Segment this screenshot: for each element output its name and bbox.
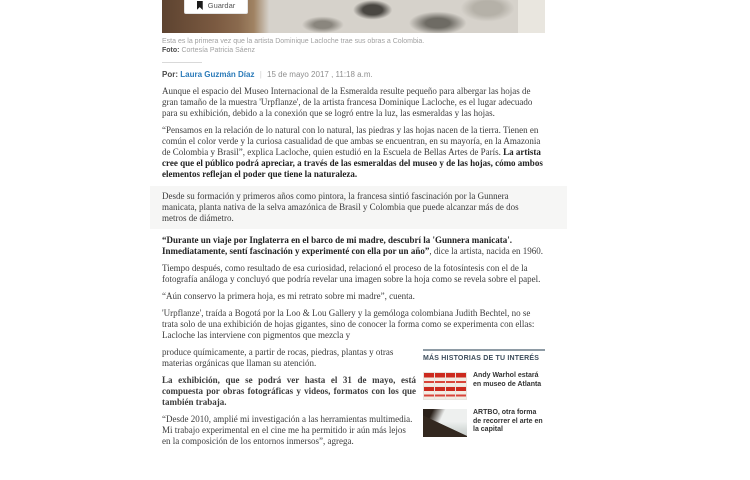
- paragraph-7a: 'Urpflanze', traída a Bogotá por la Loo & Lou Gallery y la gemóloga colombiana Judith Bechtel, no se trata solo de una exhibición de hojas gigantes, sino de conocer la forma como se experimenta con ellas: Lacloche las interviene con pigmentos que mezcla y: [162, 308, 535, 340]
- paragraph-9: “Desde 2010, amplié mi investigación a las herramientas multimedia. Mi trabajo experimental en el cine me ha permitido ir aún más lejos en la composición de los entornos inmersos”, agrega.: [162, 414, 413, 446]
- soup-can-icon: [456, 373, 466, 386]
- publish-date: 15 de mayo 2017 , 11:18 a.m.: [267, 70, 373, 79]
- paragraph-5: Tiempo después, como resultado de esa curiosidad, relacionó el proceso de la fotosíntesis con el de la fotografía análoga y concluyó que podría revelar una imagen sobre la hoja como se revela sobre el papel.: [162, 263, 541, 284]
- paragraph-4: [162, 235, 545, 257]
- byline-prefix: Por:: [162, 70, 178, 79]
- paragraph-1: Aunque el espacio del Museo Internacional de la Esmeralda resulte pequeño para albergar las hojas de gran tamaño de la muestra 'Urpflanze', de la artista francesa Dominique Lacloche, es el lugar adecuado para su exhibición, debido a la conexión que se logró entre la luz, las esmeraldas y las hojas.: [162, 86, 533, 118]
- related-stories-title: MÁS HISTORIAS DE TU INTERÉS: [423, 355, 540, 362]
- divider: [162, 62, 202, 63]
- related-stories-module: [423, 349, 545, 437]
- bottom-row: [162, 341, 545, 447]
- photo-credit-label: Foto:: [162, 47, 180, 54]
- paragraph-2-normal: “Pensamos en la relación de lo natural con lo natural, las piedras y las hojas nacen de la tierra. Tienen en común el color verde y la curiosa casualidad de que ambas se encuentran, en su mayoría, en la Amazonia de Colombia y Brasil”, explica Lacloche, quien estudió en la Escuela de Bellas Artes de París.: [162, 125, 541, 157]
- narrow-text-column: [162, 341, 416, 447]
- article-column: [162, 0, 545, 447]
- soup-can-icon: [435, 387, 445, 400]
- bookmark-icon: [197, 1, 203, 10]
- paragraph-8-bold: La exhibición, que se podrá ver hasta el 31 de mayo, está compuesta por obras fotográficas y videos, formatos con los que también trabaja.: [162, 375, 416, 407]
- paragraph-6: “Aún conservo la primera hoja, es mi retrato sobre mi madre”, cuenta.: [162, 291, 415, 301]
- hero-image: [162, 0, 545, 33]
- article-body: [162, 86, 545, 447]
- artbo-thumbnail-image[interactable]: [423, 409, 467, 437]
- author-link[interactable]: Laura Guzmán Díaz: [180, 70, 255, 79]
- paragraph-4-bold: “Durante un viaje por Inglaterra en el barco de mi madre, descubrí la 'Gunnera manicata'. Inmediatamente, sentí fascinación y experimenté con ella por un año”: [162, 235, 512, 256]
- photo-caption: Esta es la primera vez que la artista Dominique Lacloche trae sus obras a Colombia.: [162, 38, 425, 45]
- save-button[interactable]: [184, 0, 248, 14]
- soup-can-icon: [456, 387, 466, 400]
- paragraph-4-normal: , dice la artista, nacida en 1960.: [429, 246, 544, 256]
- soup-can-icon: [424, 387, 434, 400]
- paragraph-3-highlight: Desde su formación y primeros años como pintora, la francesa sintió fascinación por la Gunnera manicata, planta nativa de la selva amazónica de Brasil y Colombia que puede alcanzar más de dos metros de diámetro.: [150, 186, 567, 229]
- byline: [162, 70, 545, 80]
- photo-credit: [162, 46, 545, 55]
- paragraph-2: [162, 125, 545, 180]
- soup-can-icon: [435, 373, 445, 386]
- photo-credit-text: Cortesía Patricia Sáenz: [181, 47, 255, 54]
- soup-can-icon: [446, 373, 456, 386]
- paragraph-7b: produce químicamente, a partir de rocas, piedras, plantas y otras materias orgánicas que llaman su atención.: [162, 347, 394, 368]
- related-item-title[interactable]: Andy Warhol estará en museo de Atlanta: [473, 372, 542, 388]
- warhol-thumbnail-image[interactable]: [423, 372, 467, 400]
- soup-can-icon: [446, 387, 456, 400]
- soup-can-icon: [424, 373, 434, 386]
- paragraph-2-bold: La artista cree que el público podrá apreciar, a través de las esmeraldas del museo y de las hojas, cómo ambos elementos reflejan el poder que tiene la naturaleza.: [162, 147, 543, 179]
- save-button-label: Guardar: [207, 1, 236, 10]
- related-item-andy-warhol[interactable]: [423, 372, 545, 400]
- related-item-title[interactable]: ARTBO, otra forma de recorrer el arte en la capital: [473, 409, 543, 433]
- related-item-artbo[interactable]: [423, 409, 545, 437]
- byline-separator: |: [259, 70, 262, 79]
